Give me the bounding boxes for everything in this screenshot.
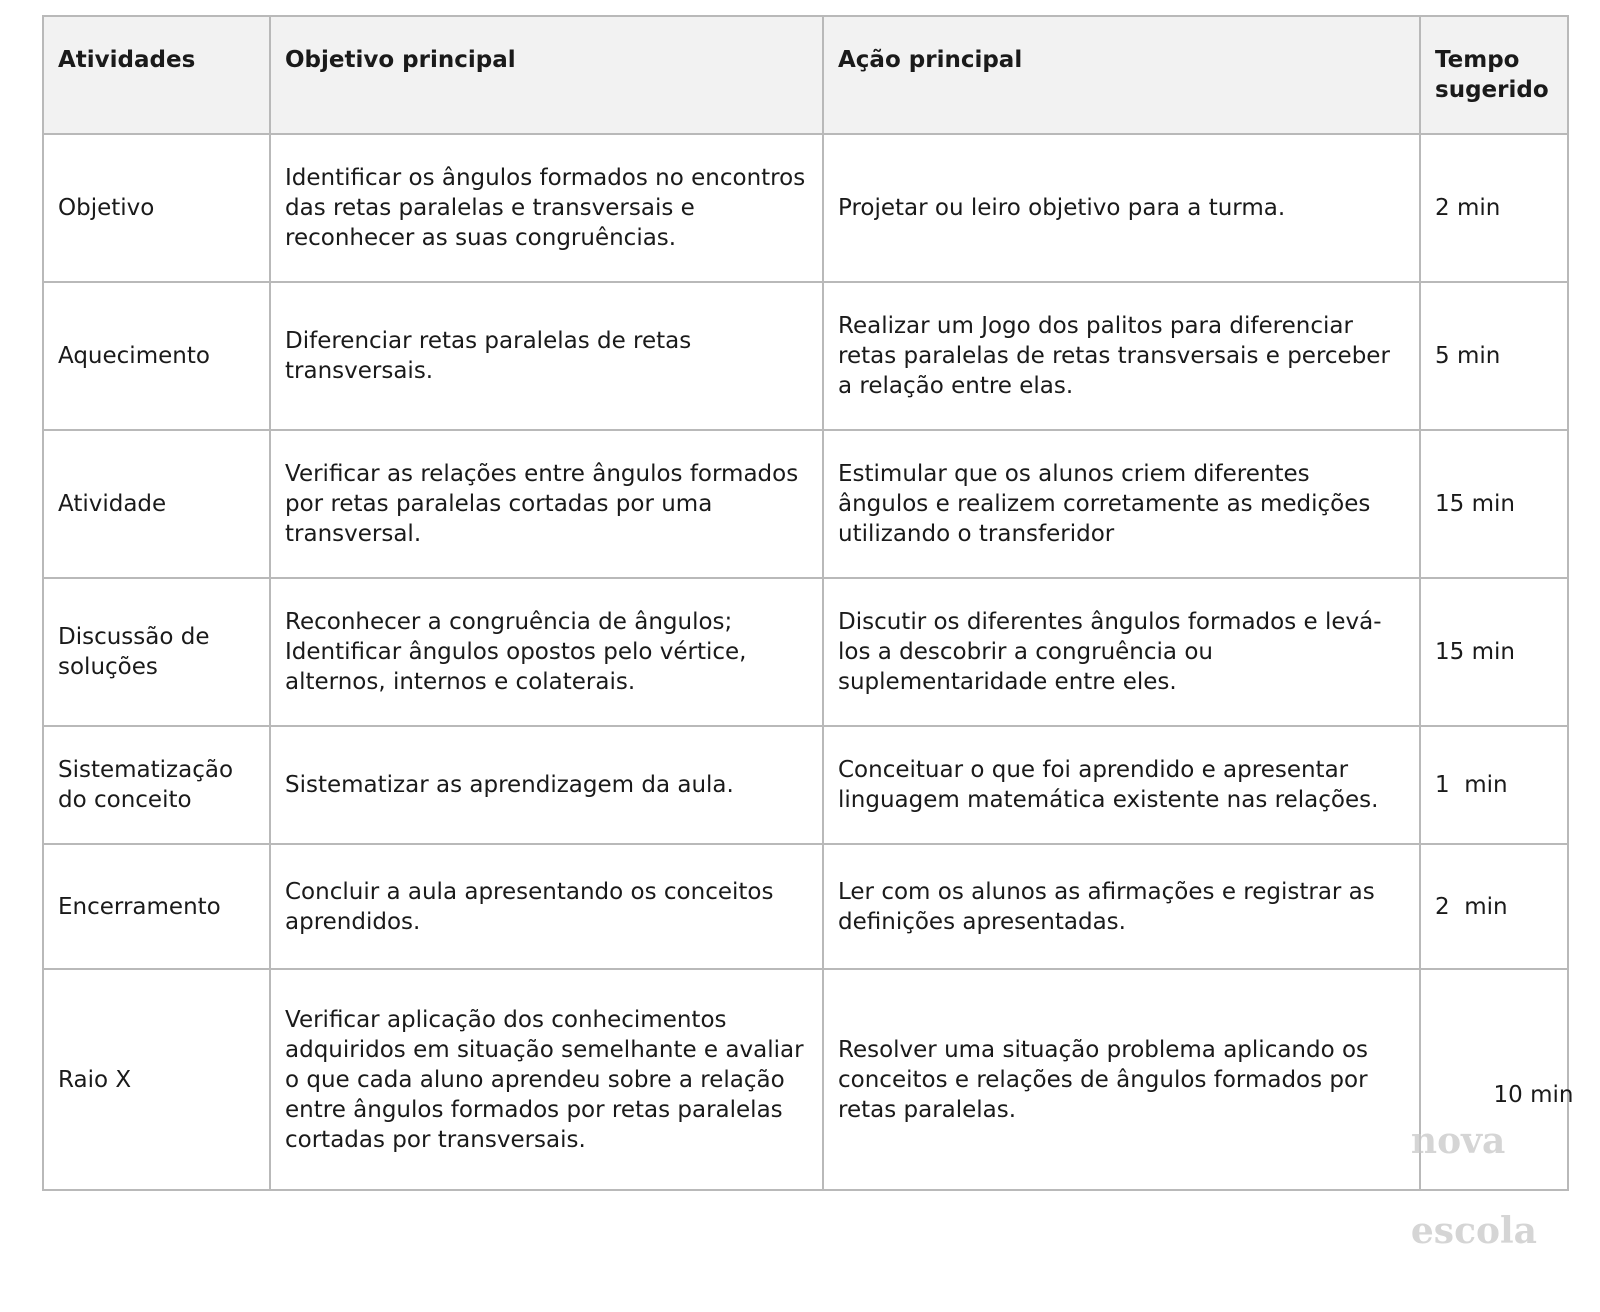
action-cell: Resolver uma situação problema aplicando os conceitos e relações de ângulos formados por retas paralelas. bbox=[823, 969, 1420, 1190]
table-header bbox=[43, 16, 1568, 134]
activity-cell: Aquecimento bbox=[43, 282, 270, 430]
header-objetivo-principal: Objetivo principal bbox=[270, 16, 823, 134]
activity-cell: Encerramento bbox=[43, 844, 270, 969]
header-acao-principal: Ação principal bbox=[823, 16, 1420, 134]
watermark-line-1: nova bbox=[1410, 1120, 1506, 1162]
action-cell: Estimular que os alunos criem diferentes ângulos e realizem corretamente as medições utilizando o transferidor bbox=[823, 430, 1420, 578]
activity-cell: Objetivo bbox=[43, 134, 270, 282]
header-atividades: Atividades bbox=[43, 16, 270, 134]
time-text: 10 min bbox=[1493, 1081, 1574, 1108]
action-cell: Conceituar o que foi aprendido e apresentar linguagem matemática existente nas relações. bbox=[823, 726, 1420, 844]
time-cell: 2 min bbox=[1420, 844, 1568, 969]
table-row bbox=[43, 844, 1568, 969]
watermark-line-2: escola bbox=[1410, 1210, 1537, 1252]
objective-cell: Identificar os ângulos formados no encontros das retas paralelas e transversais e reconhecer as suas congruências. bbox=[270, 134, 823, 282]
objective-cell: Reconhecer a congruência de ângulos; Identificar ângulos opostos pelo vértice, alternos, internos e colaterais. bbox=[270, 578, 823, 726]
table-row bbox=[43, 578, 1568, 726]
time-cell: 5 min bbox=[1420, 282, 1568, 430]
activity-cell: Raio X bbox=[43, 969, 270, 1190]
header-tempo-sugerido: Tempo sugerido bbox=[1420, 16, 1568, 134]
action-cell: Ler com os alunos as afirmações e registrar as definições apresentadas. bbox=[823, 844, 1420, 969]
time-cell: 2 min bbox=[1420, 134, 1568, 282]
lesson-plan-table bbox=[42, 15, 1574, 1252]
objective-cell: Sistematizar as aprendizagem da aula. bbox=[270, 726, 823, 844]
table-row bbox=[43, 969, 1568, 1190]
action-cell: Realizar um Jogo dos palitos para diferenciar retas paralelas de retas transversais e perceber a relação entre elas. bbox=[823, 282, 1420, 430]
action-cell: Projetar ou leiro objetivo para a turma. bbox=[823, 134, 1420, 282]
time-cell bbox=[1410, 969, 1574, 1252]
table-row bbox=[43, 282, 1568, 430]
objective-cell: Diferenciar retas paralelas de retas transversais. bbox=[270, 282, 823, 430]
time-cell: 1 min bbox=[1420, 726, 1568, 844]
table-row bbox=[43, 134, 1568, 282]
activity-cell: Atividade bbox=[43, 430, 270, 578]
time-cell: 15 min bbox=[1420, 430, 1568, 578]
activity-cell: Sistematização do conceito bbox=[43, 726, 270, 844]
objective-cell: Verificar as relações entre ângulos formados por retas paralelas cortadas por uma transversal. bbox=[270, 430, 823, 578]
objective-cell: Verificar aplicação dos conhecimentos adquiridos em situação semelhante e avaliar o que cada aluno aprendeu sobre a relação entre ângulos formados por retas paralelas cortadas por transversais. bbox=[270, 969, 823, 1190]
action-cell: Discutir os diferentes ângulos formados e levá-los a descobrir a congruência ou suplementaridade entre eles. bbox=[823, 578, 1420, 726]
table-row bbox=[43, 430, 1568, 578]
table-row bbox=[43, 726, 1568, 844]
activity-cell: Discussão de soluções bbox=[43, 578, 270, 726]
time-cell: 15 min bbox=[1420, 578, 1568, 726]
objective-cell: Concluir a aula apresentando os conceitos aprendidos. bbox=[270, 844, 823, 969]
